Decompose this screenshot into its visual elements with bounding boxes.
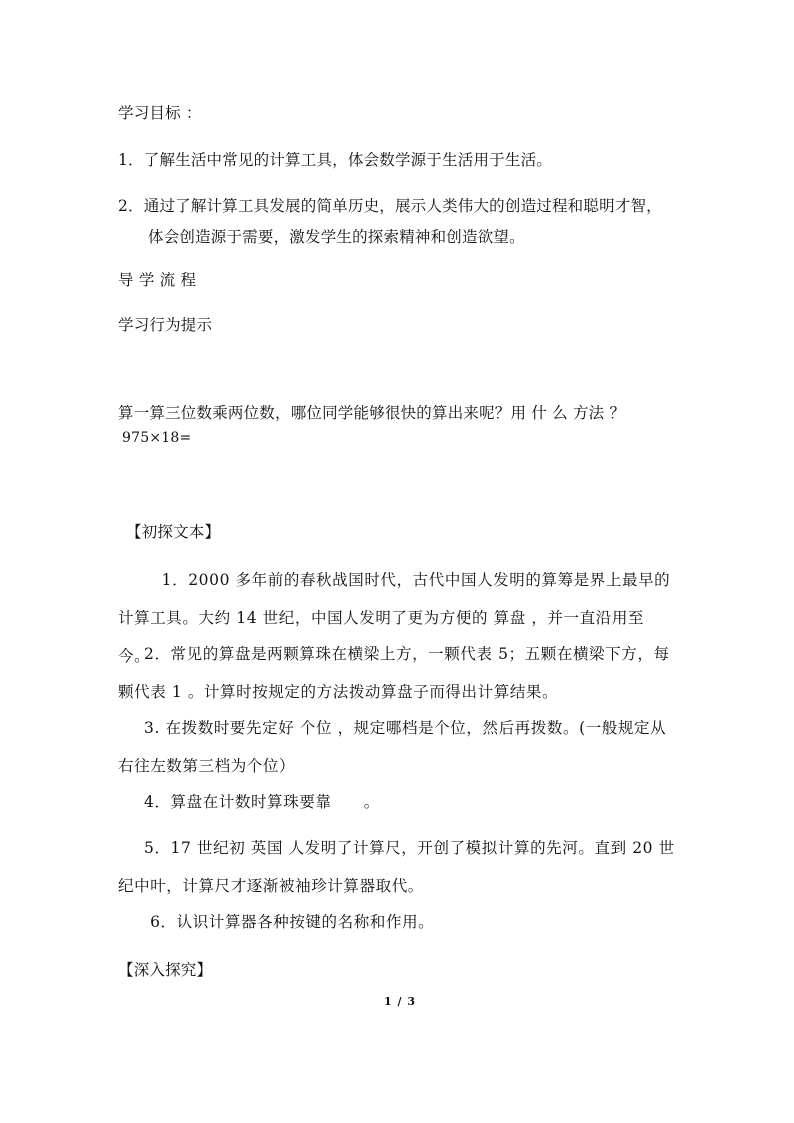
explore-paragraph-2: 2．常见的算盘是两颗算珠在横梁上方，一颗代表 5；五颗在横梁下方，每颗代表 1 。计算时按规定的方法拨动算盘子而得出计算结果。 xyxy=(118,645,670,701)
explore-paragraph-5: 5．17 世纪初 英国 人发明了计算尺，开创了模拟计算的先河。直到 20 世纪中叶，计算尺才逐渐被袖珍计算器取代。 xyxy=(118,839,675,895)
deep-explore-heading: 【深入探究】 xyxy=(118,961,213,979)
explore-heading: 【初探文本】 xyxy=(126,523,221,541)
explore-paragraph-6: 6．认识计算器各种按键的名称和作用。 xyxy=(134,913,435,931)
page-number: 1 / 3 xyxy=(384,995,416,1008)
explore-paragraph-1: 1．2000 多年前的春秋战国时代，古代中国人发明的算筹是界上最早的计算工具。大约 14 世纪，中国人发明了更为方便的 算盘 ，并一直沿用至今。 xyxy=(118,571,671,665)
goal-item-2-line-2: 体会创造源于需要，激发学生的探索精神和创造欲望。 xyxy=(148,228,525,246)
goal-item-1: 1．了解生活中常见的计算工具，体会数学源于生活用于生活。 xyxy=(118,151,552,169)
goal-item-2-line-1: 2．通过了解计算工具发展的简单历史，展示人类伟大的创造过程和聪明才智， xyxy=(118,197,662,215)
learning-goals-title: 学习目标 ： xyxy=(118,104,202,122)
learning-hint-label: 学习行为提示 xyxy=(118,316,213,334)
warmup-expression: 975×18= xyxy=(122,430,192,446)
warmup-question: 算一算三位数乘两位数，哪位同学能够很快的算出来呢？用 什 么 方法 ？ xyxy=(118,404,626,422)
explore-paragraph-3: 3. 在拨数时要先定好 个位 ，规定哪档是个位，然后再拨数。(一般规定从右往左数第三档为个位） xyxy=(118,719,667,775)
explore-paragraph-4: 4．算盘在计数时算珠要靠 。 xyxy=(144,793,380,811)
guided-flow-title: 导 学 流 程 xyxy=(118,271,197,289)
